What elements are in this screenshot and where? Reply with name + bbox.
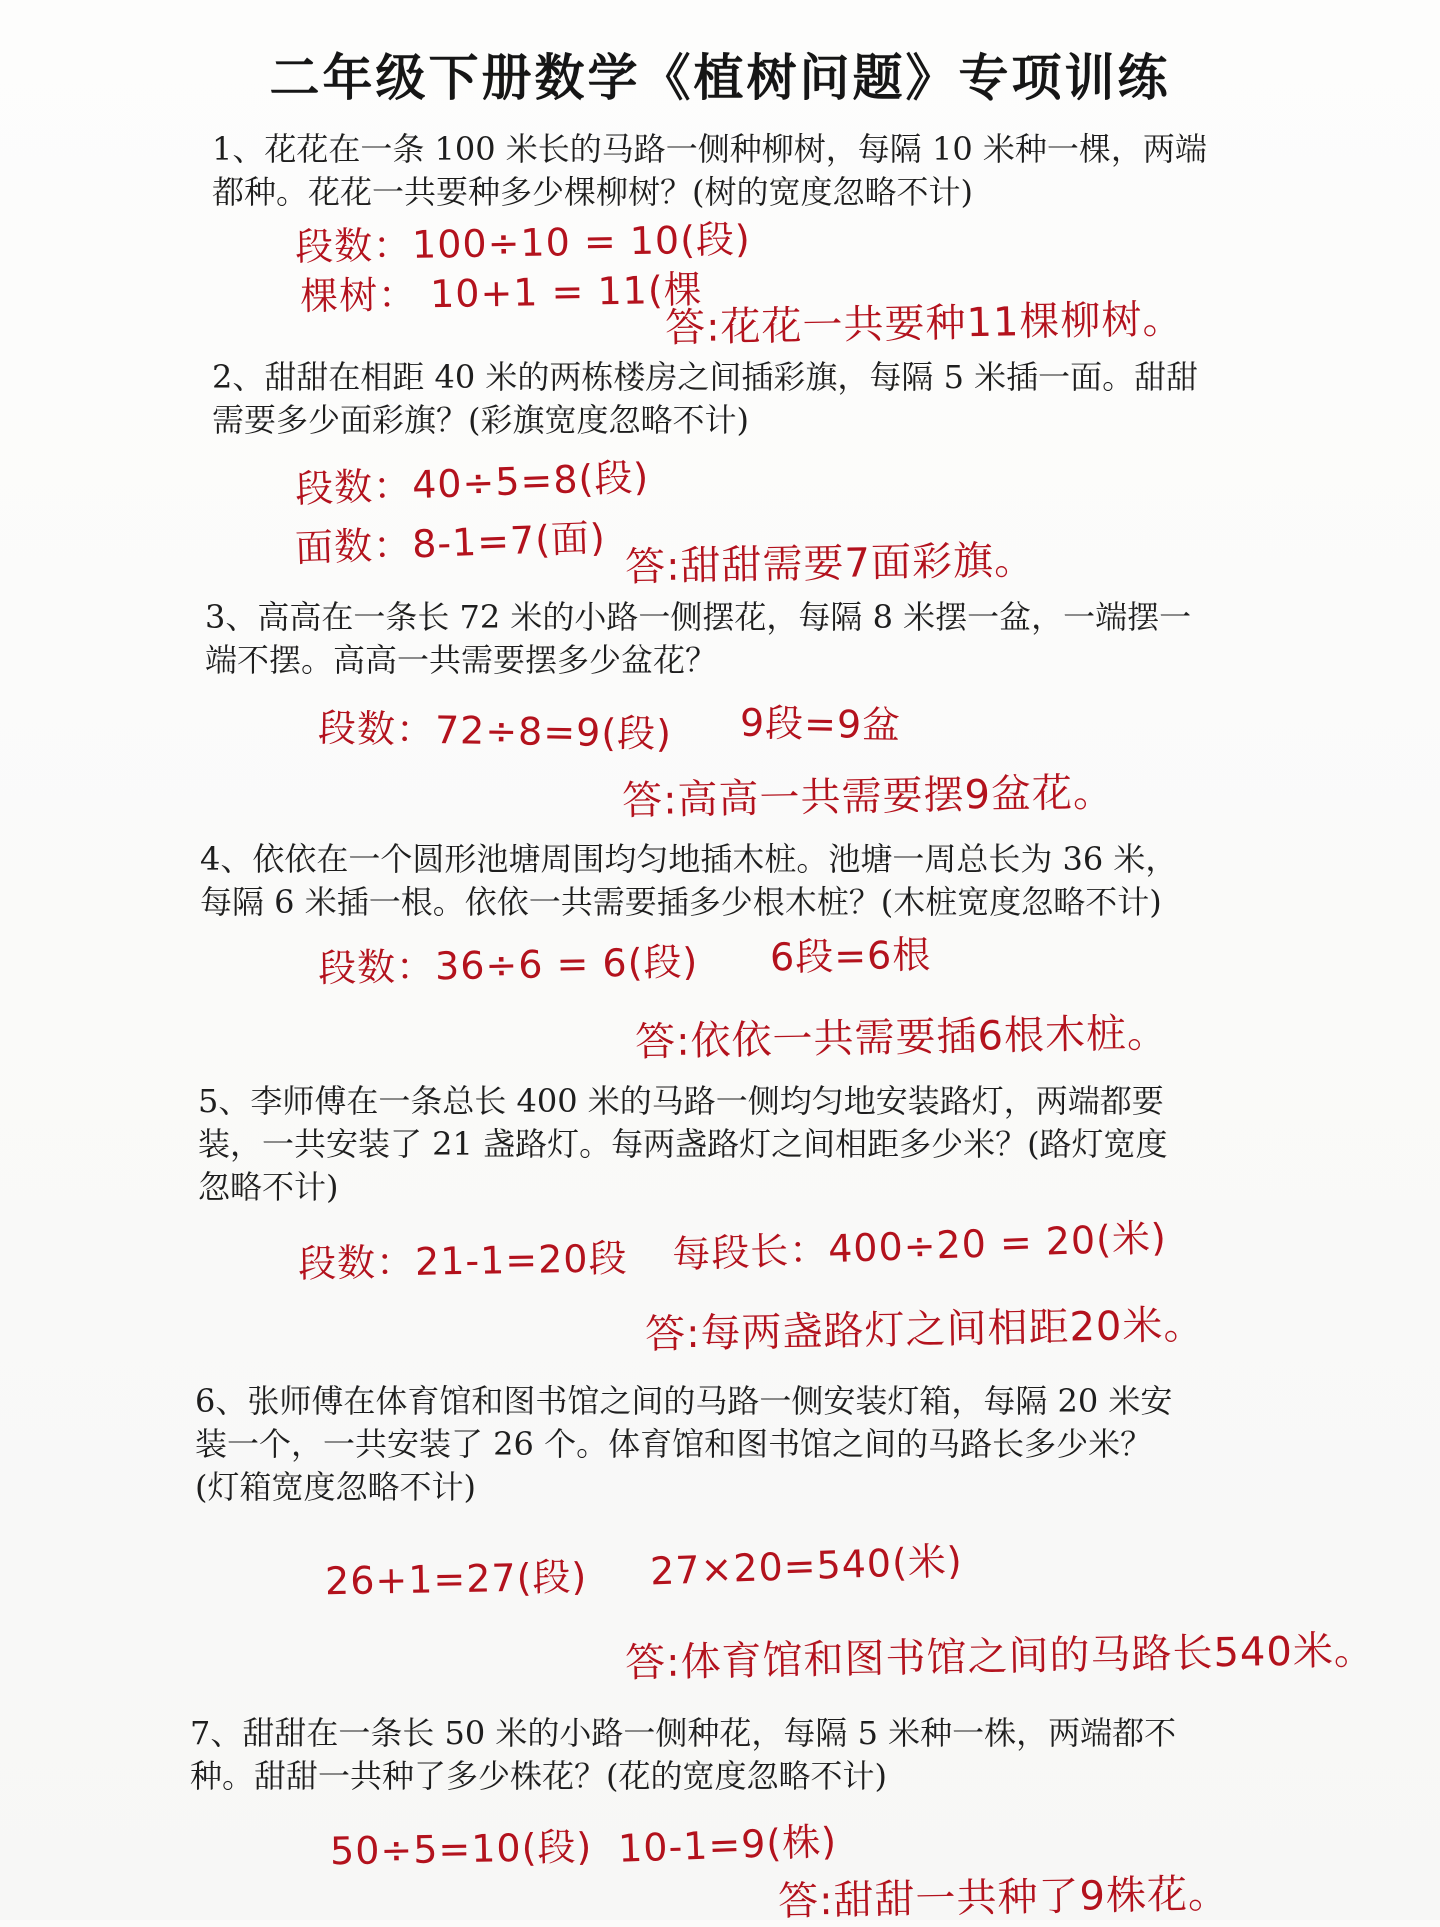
problem-7-text xyxy=(190,1712,1176,1798)
problem-1-text xyxy=(212,128,1207,214)
problem-6-work-1: 26+1=27(段) xyxy=(324,1554,588,1604)
problem-line: 都种。花花一共要种多少棵柳树？(树的宽度忽略不计) xyxy=(212,173,973,211)
problem-line: 每隔 6 米插一根。依依一共需要插多少根木桩？(木桩宽度忽略不计) xyxy=(200,883,1162,921)
page-title: 二年级下册数学《植树问题》专项训练 xyxy=(269,49,1171,107)
problem-3-text xyxy=(205,596,1191,682)
problem-line: 6、张师傅在体育馆和图书馆之间的马路一侧安装灯箱，每隔 20 米安 xyxy=(195,1382,1173,1420)
problem-1-work-2: 棵树： 10+1 = 11(棵 xyxy=(299,267,704,319)
problem-line: (灯箱宽度忽略不计) xyxy=(195,1468,476,1506)
problem-line: 端不摆。高高一共需要摆多少盆花？ xyxy=(205,641,718,679)
problem-7-answer: 答:甜甜一共种了9株花。 xyxy=(777,1871,1230,1925)
problem-6-work-2: 27×20=540(米) xyxy=(649,1538,964,1594)
problem-5-work-2: 每段长：400÷20 = 20(米) xyxy=(671,1215,1168,1277)
problem-line: 4、依依在一个圆形池塘周围均匀地插木桩。池塘一周总长为 36 米， xyxy=(200,840,1178,878)
problem-4-work-1: 段数：36÷6 = 6(段) xyxy=(317,939,699,991)
problem-2-work-2: 面数：8-1=7(面) xyxy=(294,515,607,571)
problem-5-text xyxy=(198,1080,1168,1209)
problem-6-answer: 答:体育馆和图书馆之间的马路长540米。 xyxy=(624,1627,1376,1687)
problem-2-text xyxy=(212,356,1198,442)
problem-line: 3、高高在一条长 72 米的小路一侧摆花，每隔 8 米摆一盆，一端摆一 xyxy=(205,598,1192,636)
problem-line: 需要多少面彩旗？(彩旗宽度忽略不计) xyxy=(212,401,749,439)
problem-7-work-1: 50÷5=10(段) xyxy=(329,1824,593,1874)
problem-1-answer: 答:花花一共要种11棵柳树。 xyxy=(664,296,1184,352)
problem-line: 5、李师傅在一条总长 400 米的马路一侧均匀地安装路灯，两端都要 xyxy=(198,1082,1164,1120)
problem-line: 种。甜甜一共种了多少株花？(花的宽度忽略不计) xyxy=(190,1757,887,1795)
problem-line: 7、甜甜在一条长 50 米的小路一侧种花，每隔 5 米种一株，两端都不 xyxy=(190,1714,1177,1752)
problem-5-answer: 答:每两盏路灯之间相距20米。 xyxy=(644,1302,1205,1358)
problem-2-answer: 答:甜甜需要7面彩旗。 xyxy=(624,537,1036,591)
problem-1-work-1: 段数：100÷10 = 10(段) xyxy=(294,217,752,269)
problem-6-text xyxy=(195,1380,1172,1509)
problem-line: 1、花花在一条 100 米长的马路一侧种柳树，每隔 10 米种一棵，两端 xyxy=(212,130,1207,168)
problem-4-work-2: 6段=6根 xyxy=(769,932,932,980)
problem-4-text xyxy=(200,838,1177,924)
problem-4-answer: 答:依依一共需要插6根木桩。 xyxy=(634,1010,1169,1066)
problem-3-work-1: 段数：72÷8=9(段) xyxy=(317,705,673,757)
problem-2-work-1: 段数：40÷5=8(段) xyxy=(294,454,650,512)
problem-3-work-2: 9段=9盆 xyxy=(739,700,902,748)
problem-line: 忽略不计) xyxy=(198,1168,339,1206)
problem-line: 装一个，一共安装了 26 个。体育馆和图书馆之间的马路长多少米？ xyxy=(195,1425,1153,1463)
problem-line: 装，一共安装了 21 盏路灯。每两盏路灯之间相距多少米？(路灯宽度 xyxy=(198,1125,1168,1163)
problem-5-work-1: 段数：21-1=20段 xyxy=(297,1236,628,1286)
problem-line: 2、甜甜在相距 40 米的两栋楼房之间插彩旗，每隔 5 米插一面。甜甜 xyxy=(212,358,1199,396)
problem-7-work-2: 10-1=9(株) xyxy=(617,1819,838,1871)
problem-3-answer: 答:高高一共需要摆9盆花。 xyxy=(621,769,1115,825)
